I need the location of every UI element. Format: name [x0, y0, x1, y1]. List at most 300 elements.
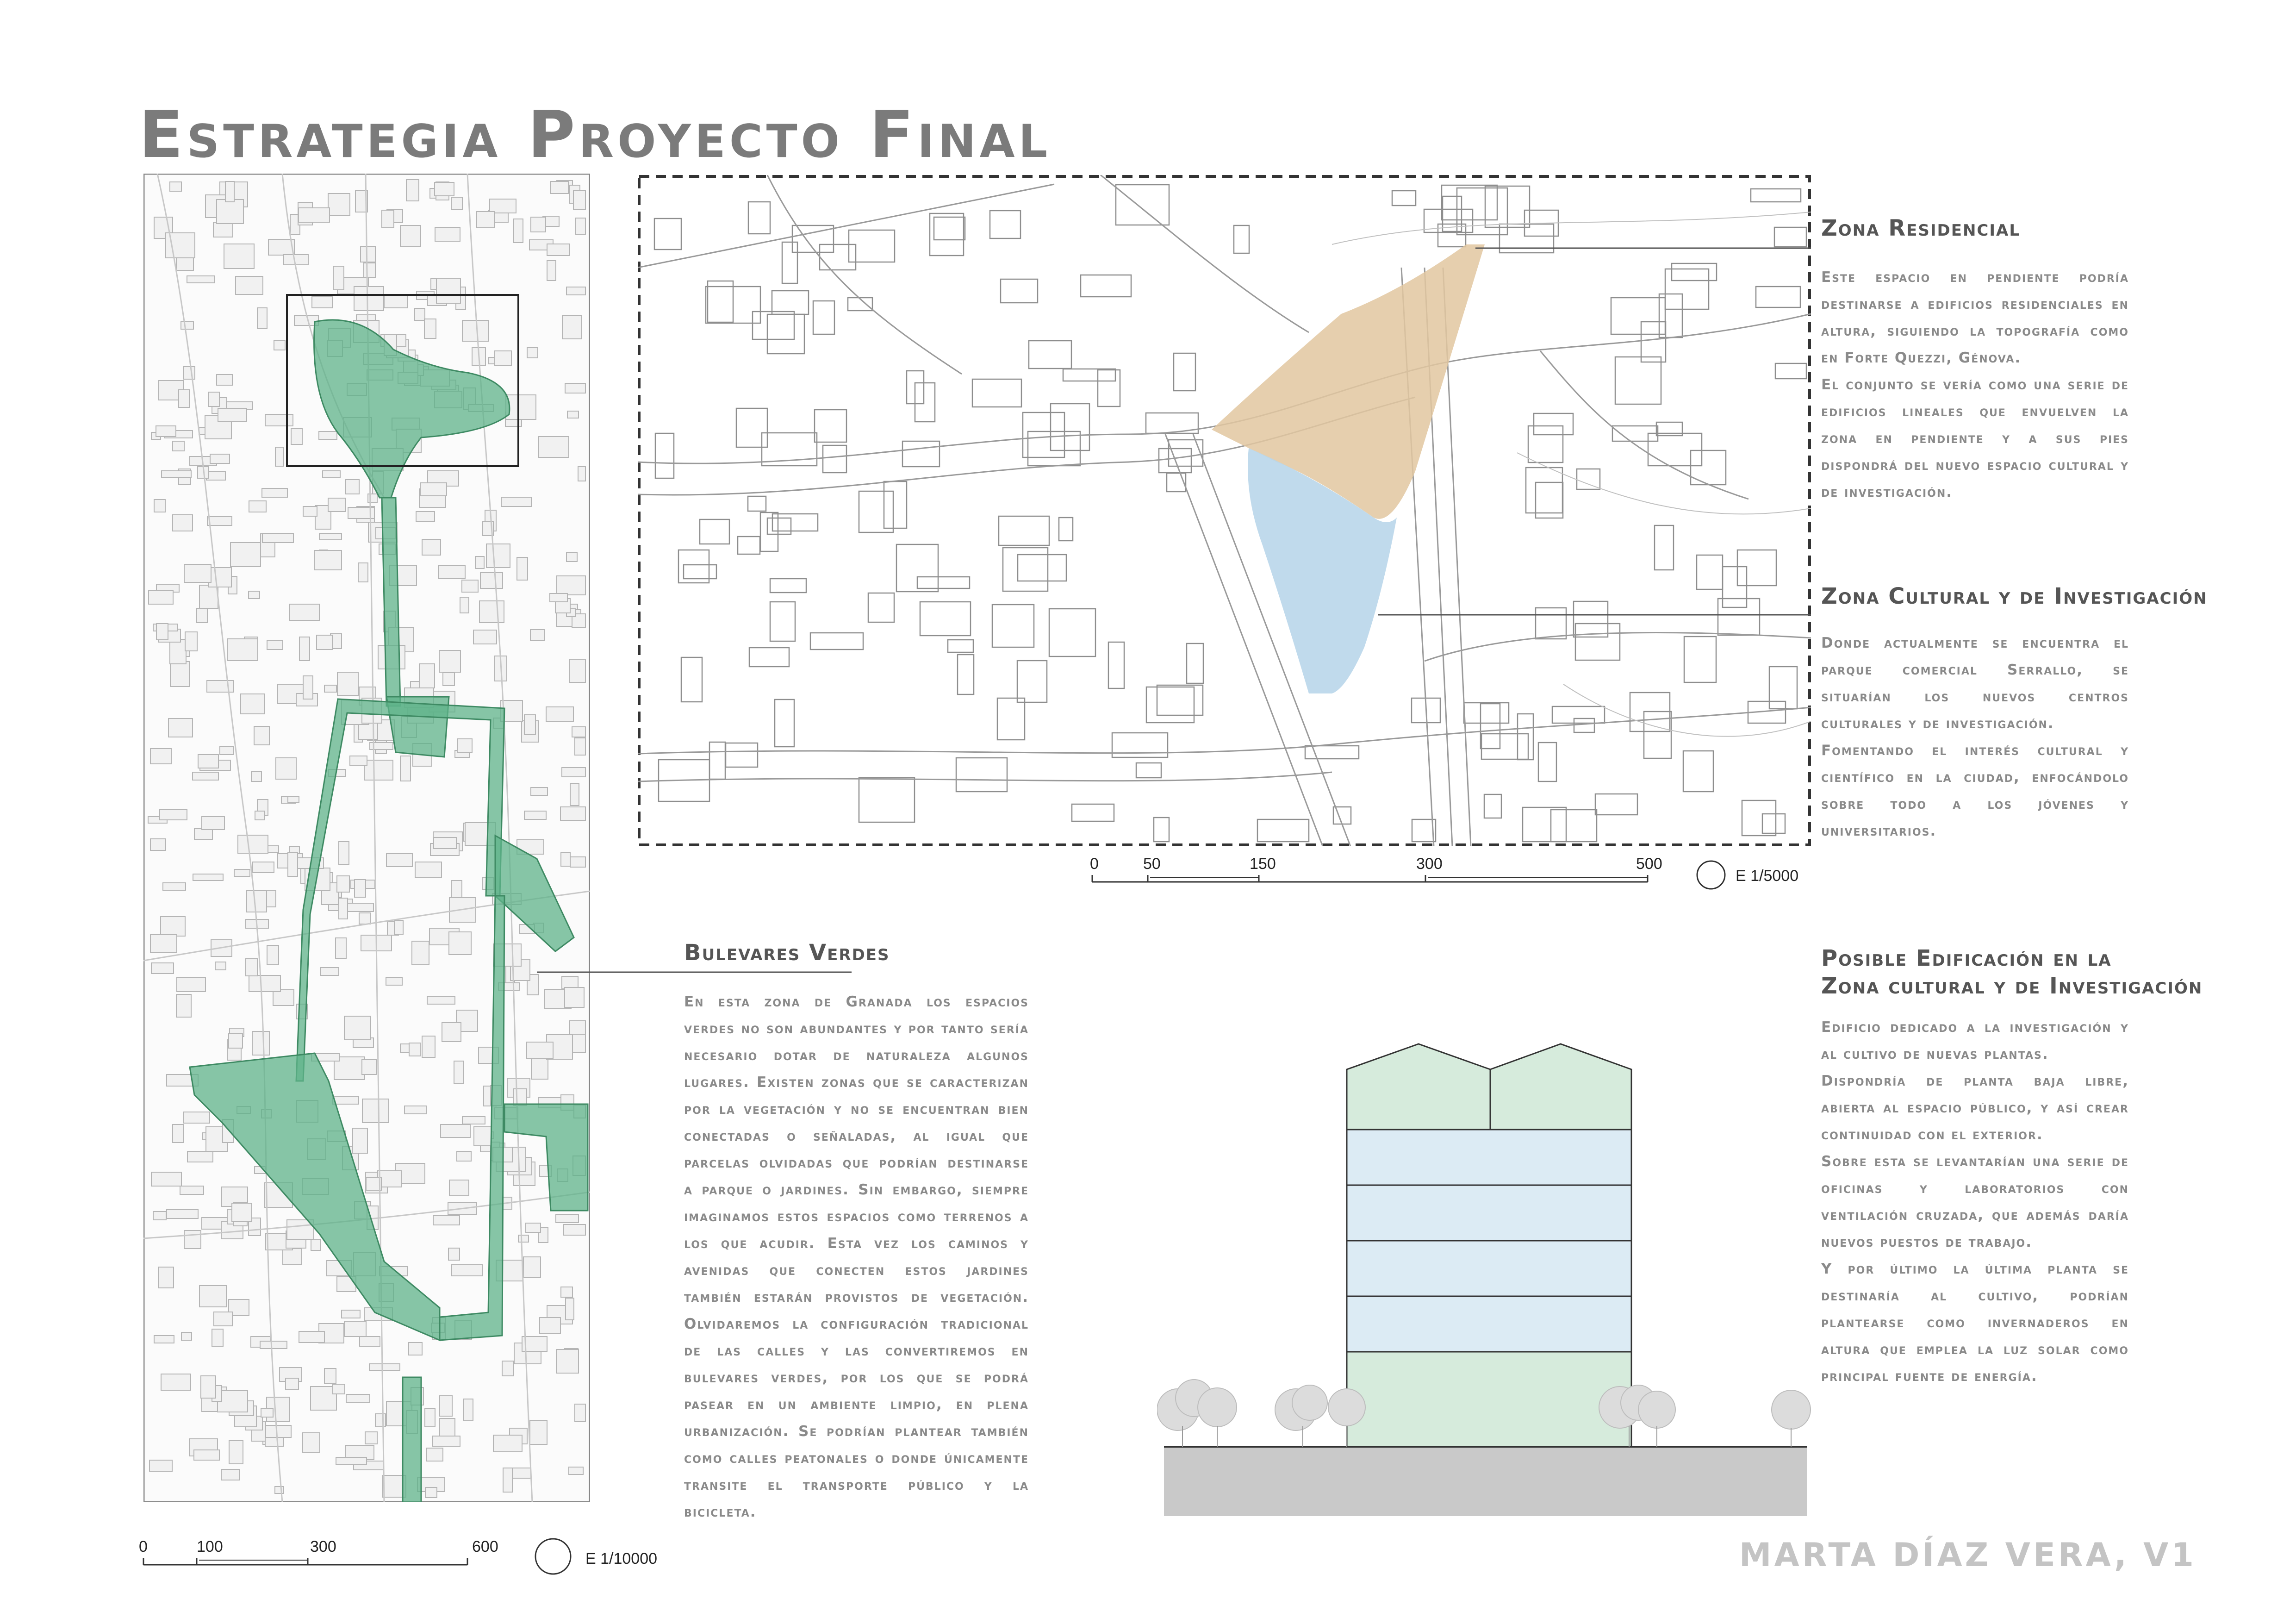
city-block [435, 227, 460, 241]
city-block [187, 276, 215, 283]
city-block [539, 437, 569, 457]
city-block [207, 681, 234, 692]
scale-tick-1: 50 [1143, 855, 1161, 873]
overview-map [143, 174, 590, 1502]
city-block [565, 987, 584, 1007]
city-block [562, 316, 582, 339]
city-block [273, 990, 294, 1006]
city-block [462, 1117, 485, 1124]
city-block [156, 624, 168, 640]
city-block [524, 715, 535, 735]
city-block [262, 533, 293, 543]
city-block [435, 182, 454, 196]
office-floor [1347, 1130, 1631, 1185]
city-block [546, 707, 573, 721]
bulevares-heading: Bulevares Verdes [684, 940, 890, 966]
city-block [260, 1341, 287, 1349]
city-block [185, 632, 197, 651]
city-block [179, 390, 189, 407]
city-block [225, 181, 234, 202]
city-block [422, 539, 441, 555]
city-block [474, 1127, 491, 1146]
city-block [419, 664, 435, 688]
city-block [573, 190, 585, 210]
tree-icon [1275, 1385, 1327, 1447]
city-block [275, 447, 284, 466]
city-block [503, 1468, 512, 1492]
scale-circle-icon [1697, 861, 1725, 889]
city-block [518, 1235, 529, 1242]
city-block [149, 591, 173, 604]
city-block [566, 1298, 574, 1320]
city-block [517, 557, 528, 580]
scale-tick-2: 150 [1250, 855, 1276, 873]
city-block [502, 1361, 514, 1376]
city-block [433, 1216, 460, 1225]
city-block [344, 1321, 366, 1337]
city-block [495, 351, 511, 366]
city-block [176, 994, 191, 1017]
city-block [358, 563, 368, 582]
city-block [448, 1248, 460, 1260]
city-block [267, 640, 283, 650]
city-block [550, 593, 567, 602]
city-block [199, 585, 218, 608]
city-block [236, 276, 263, 294]
city-block [181, 1332, 192, 1340]
city-block [457, 1151, 471, 1161]
city-block [569, 1467, 583, 1474]
city-block [527, 348, 538, 358]
ground-floor [1347, 1352, 1631, 1447]
city-block [241, 694, 265, 714]
city-block [227, 639, 258, 661]
city-block [578, 467, 585, 481]
city-block [173, 441, 184, 451]
city-block [286, 1378, 299, 1390]
city-block [194, 1450, 219, 1460]
city-block [362, 1060, 376, 1074]
city-block [238, 835, 268, 853]
city-block [438, 566, 465, 579]
city-block [333, 1096, 359, 1104]
city-block [531, 1059, 548, 1079]
city-block [150, 839, 166, 850]
city-block [207, 517, 232, 525]
city-block [324, 1368, 336, 1384]
city-block [156, 426, 176, 437]
city-block [457, 739, 472, 753]
city-block [217, 375, 232, 385]
city-block [173, 515, 193, 531]
city-block [427, 996, 455, 1004]
city-block [158, 1267, 174, 1288]
city-block [572, 1032, 585, 1052]
city-block [161, 1374, 191, 1390]
city-block [354, 287, 384, 311]
city-block [436, 278, 460, 303]
city-block [449, 1180, 469, 1196]
city-block [452, 1265, 482, 1276]
greenhouse-right [1490, 1044, 1631, 1130]
zona-residencial-heading: Zona Residencial [1821, 215, 2020, 241]
city-block [170, 182, 181, 191]
city-block [262, 488, 287, 497]
city-block [531, 217, 546, 232]
city-block [547, 261, 556, 281]
city-block [441, 1124, 470, 1137]
scale-bar-overview [139, 1537, 694, 1579]
city-block [575, 738, 585, 755]
scale-tick-3: 600 [472, 1538, 498, 1555]
city-block [291, 429, 302, 444]
city-block [314, 550, 342, 570]
city-block [317, 635, 332, 650]
city-block [493, 1435, 522, 1452]
city-block [562, 768, 585, 777]
city-block [575, 1404, 585, 1422]
city-block [303, 506, 317, 516]
city-block [556, 1214, 579, 1223]
city-block [409, 1343, 422, 1355]
scale-tick-2: 300 [310, 1538, 336, 1555]
city-block [163, 883, 186, 890]
city-block [230, 543, 261, 567]
city-block [224, 244, 254, 269]
city-block [150, 935, 177, 953]
city-block [560, 807, 585, 820]
city-block [424, 319, 436, 338]
city-block [567, 411, 579, 418]
city-block [382, 210, 394, 228]
boulevard-south-strip [403, 1377, 421, 1502]
city-block [449, 932, 471, 955]
city-block [339, 898, 348, 919]
city-block [214, 1312, 232, 1326]
city-block [218, 408, 247, 422]
city-block [206, 472, 225, 480]
city-block [160, 810, 187, 820]
paragraph: Dispondría de planta baja libre, abierta al espacio público, y así crear continuidad con el exterior. [1821, 1073, 2129, 1143]
city-block [451, 197, 462, 210]
city-block [361, 246, 375, 262]
city-block [311, 1240, 321, 1250]
city-block [249, 501, 266, 512]
city-block [299, 637, 310, 661]
city-block [409, 1043, 420, 1056]
city-block [232, 1203, 252, 1222]
paragraph: En esta zona de Granada los espacios verdes no son abundantes y por tanto sería necesario dotar de naturaleza algunos lugares. Existen zonas que se caracterizan por la vegetación y no se encuentran bien conectadas o señaladas, al igual que parcelas olvidadas que podrían destinarse a parque o jardines. Sin embargo, siempre imaginamos estos espacios como terrenos a los que acudir. Esta vez los caminos y avenidas que conecten estos jardines también estarán provistos de vegetación. Olvidaremos la configuración tradicional de las calles y las convertiremos en bulevares verdes, por los que se podrá pasear en un ambiente limpio, en plena urbanización. Se podrían plantear también como calles peatonales o donde únicamente transite el transporte público y la bicicleta. [684, 993, 1029, 1520]
city-block [570, 1021, 585, 1034]
city-block [162, 471, 191, 477]
city-block [475, 556, 484, 568]
city-block [420, 483, 447, 496]
paragraph: Este espacio en pendiente podría destinarse a edificios residenciales en altura, siguiendo la topografía como en Forte Quezzi, Génova. [1821, 269, 2129, 366]
city-block [198, 755, 218, 768]
city-block [275, 1487, 284, 1493]
bulevares-text [684, 988, 1029, 1525]
city-block [355, 880, 366, 897]
city-block [473, 630, 497, 644]
city-block [344, 1016, 371, 1040]
city-block [151, 1172, 181, 1186]
city-block [530, 630, 544, 641]
city-block [254, 726, 269, 745]
city-block [443, 673, 454, 686]
scale-tick-0: 0 [139, 1538, 148, 1555]
city-block [477, 212, 494, 228]
paragraph: Edificio dedicado a la investigación y al cultivo de nuevas plantas. [1821, 1019, 2129, 1062]
city-block [266, 1425, 291, 1437]
city-block [199, 1286, 226, 1307]
city-block [246, 959, 257, 976]
city-block [566, 287, 585, 295]
city-block [490, 199, 516, 213]
city-block [550, 181, 568, 194]
city-block [167, 1210, 198, 1218]
office-floor [1347, 1241, 1631, 1296]
city-block [464, 1399, 473, 1421]
scale-tick-3: 300 [1416, 855, 1443, 873]
city-block [181, 322, 193, 329]
city-block [360, 1337, 380, 1346]
city-block [523, 1257, 541, 1278]
city-block [154, 500, 165, 512]
city-block [369, 1364, 400, 1370]
city-block [556, 1349, 579, 1373]
city-block [406, 180, 419, 201]
city-block [149, 1460, 172, 1471]
city-block [283, 1249, 302, 1265]
city-block [229, 1034, 243, 1048]
city-block [561, 1287, 572, 1297]
city-block [344, 903, 373, 912]
city-block [154, 1336, 174, 1343]
city-block [415, 308, 425, 320]
city-block [439, 650, 460, 672]
city-block [215, 962, 226, 970]
city-block [170, 639, 186, 664]
scale-tick-1: 100 [197, 1538, 223, 1555]
city-block [346, 480, 359, 494]
tree-icon [1638, 1391, 1675, 1447]
city-block [386, 978, 402, 985]
city-block [150, 749, 171, 764]
scale-bar-detail [1090, 854, 1812, 896]
city-block [346, 1394, 370, 1402]
city-block [506, 395, 536, 419]
city-block [288, 853, 298, 876]
paragraph: Donde actualmente se encuentra el parque comercial Serrallo, se situarían los nuevos centros culturales y de investigación. [1821, 635, 2129, 732]
city-block [576, 218, 585, 234]
city-block [333, 266, 344, 290]
city-block [210, 454, 230, 463]
city-block [454, 1061, 464, 1084]
city-block [252, 1031, 269, 1055]
author-credit: MARTA DÍAZ VERA, V1 [1739, 1536, 2196, 1574]
city-block [462, 580, 478, 592]
city-block [427, 1448, 443, 1461]
city-block [364, 263, 375, 277]
city-block [514, 219, 523, 243]
city-block [202, 817, 224, 830]
heading-line: Zona cultural y de Investigación [1821, 973, 2203, 999]
city-block [527, 1042, 553, 1059]
city-block [267, 945, 279, 965]
city-block [193, 874, 223, 881]
city-block [404, 1106, 426, 1114]
city-block [177, 977, 205, 992]
city-block [303, 676, 313, 699]
office-floor [1347, 1185, 1631, 1241]
city-block [353, 1128, 367, 1153]
city-block [531, 787, 548, 795]
city-block [486, 544, 510, 568]
edificacion-heading [1821, 944, 2203, 1000]
city-block [324, 685, 336, 692]
city-block [362, 1099, 389, 1123]
paragraph: Sobre esta se levantarían una serie de oficinas y laboratorios con ventilación cruzada, que además daría nuevos puestos de trabajo. [1821, 1153, 2129, 1250]
tree-icon [1198, 1388, 1237, 1447]
edificacion-text [1821, 1014, 2129, 1390]
city-block [365, 1432, 377, 1444]
city-block [425, 1487, 437, 1498]
city-block [570, 783, 579, 806]
city-block [303, 1433, 320, 1452]
city-block [194, 829, 212, 839]
city-block [276, 758, 296, 779]
city-block [184, 1112, 210, 1123]
city-block [265, 1437, 284, 1446]
city-block [547, 244, 570, 256]
city-block [299, 208, 330, 222]
city-block [184, 564, 211, 582]
city-block [249, 975, 280, 992]
city-block [312, 297, 332, 308]
city-block [400, 225, 421, 247]
city-block [501, 497, 531, 506]
city-block [524, 811, 546, 819]
city-block [184, 1230, 201, 1249]
city-block [415, 862, 442, 878]
city-block [434, 837, 456, 849]
city-block [540, 1318, 560, 1334]
city-block [337, 876, 349, 892]
page-title: Estrategia Proyecto Final [139, 97, 1052, 173]
city-block [462, 320, 489, 341]
city-block [350, 756, 367, 765]
paragraph: El conjunto se vería como una serie de edificios lineales que envuelven la zona en pendiente y a sus pies dispondrá del nuevo espacio cultural y de investigación. [1821, 376, 2129, 500]
tree-icon [1772, 1390, 1811, 1447]
scale-label: E 1/5000 [1736, 867, 1799, 885]
city-block [513, 1089, 527, 1106]
city-block [328, 498, 346, 512]
city-block [197, 608, 207, 623]
city-block [333, 1384, 345, 1394]
city-block [261, 1409, 273, 1417]
city-block [368, 494, 377, 503]
city-block [173, 1124, 184, 1143]
city-block [180, 1186, 204, 1194]
city-block [440, 1396, 452, 1416]
city-block [201, 1376, 216, 1398]
scale-tick-0: 0 [1090, 855, 1099, 873]
city-block [288, 796, 299, 803]
zona-cultural-text [1821, 630, 2129, 844]
city-block [336, 938, 346, 958]
scale-tick-4: 500 [1636, 855, 1662, 873]
paragraph: Fomentando el interés cultural y científico en la ciudad, enfocándolo sobre todo a los jóvenes y universitarios. [1821, 742, 2129, 839]
city-block [265, 414, 293, 426]
city-block [479, 601, 504, 623]
city-block [161, 917, 185, 936]
city-block [364, 760, 393, 780]
city-block [257, 308, 267, 329]
detail-map [638, 175, 1811, 846]
city-block [212, 1329, 223, 1346]
city-block [359, 913, 370, 924]
city-block [412, 941, 429, 965]
city-block [221, 1469, 240, 1480]
city-block [319, 431, 337, 439]
city-block [268, 239, 294, 255]
city-block [234, 869, 250, 876]
city-block [564, 1224, 585, 1235]
city-block [255, 811, 265, 820]
city-block [557, 576, 585, 595]
city-block [183, 367, 195, 379]
city-block [284, 255, 308, 265]
city-block [229, 1441, 243, 1464]
city-block [170, 662, 189, 687]
city-block [290, 604, 319, 620]
city-block [480, 573, 503, 588]
city-block [460, 597, 469, 613]
city-block [253, 862, 274, 873]
city-block [384, 295, 407, 308]
leader-bulevares [537, 963, 852, 981]
city-block [208, 568, 231, 587]
city-block [566, 552, 577, 562]
city-block [213, 222, 233, 237]
city-block [251, 772, 261, 781]
scale-circle-icon [535, 1539, 571, 1574]
city-block [416, 512, 435, 521]
city-block [422, 1036, 435, 1057]
city-block [442, 1023, 461, 1042]
ground [1164, 1447, 1807, 1516]
city-block [336, 1457, 367, 1465]
city-block [208, 392, 219, 406]
city-block [319, 533, 342, 540]
city-block [570, 857, 585, 867]
city-block [321, 968, 339, 975]
city-block [526, 1223, 541, 1232]
city-block [561, 852, 570, 866]
zona-residencial-text [1821, 264, 2129, 506]
office-floor [1347, 1296, 1631, 1352]
city-block [530, 1420, 547, 1444]
city-block [337, 672, 358, 695]
city-block [168, 718, 193, 737]
city-block [569, 659, 585, 682]
city-block [328, 194, 350, 215]
city-block [342, 1310, 360, 1318]
city-block [433, 1436, 460, 1446]
greenhouse-left [1347, 1044, 1490, 1130]
city-block [386, 854, 412, 867]
city-block [217, 200, 243, 224]
